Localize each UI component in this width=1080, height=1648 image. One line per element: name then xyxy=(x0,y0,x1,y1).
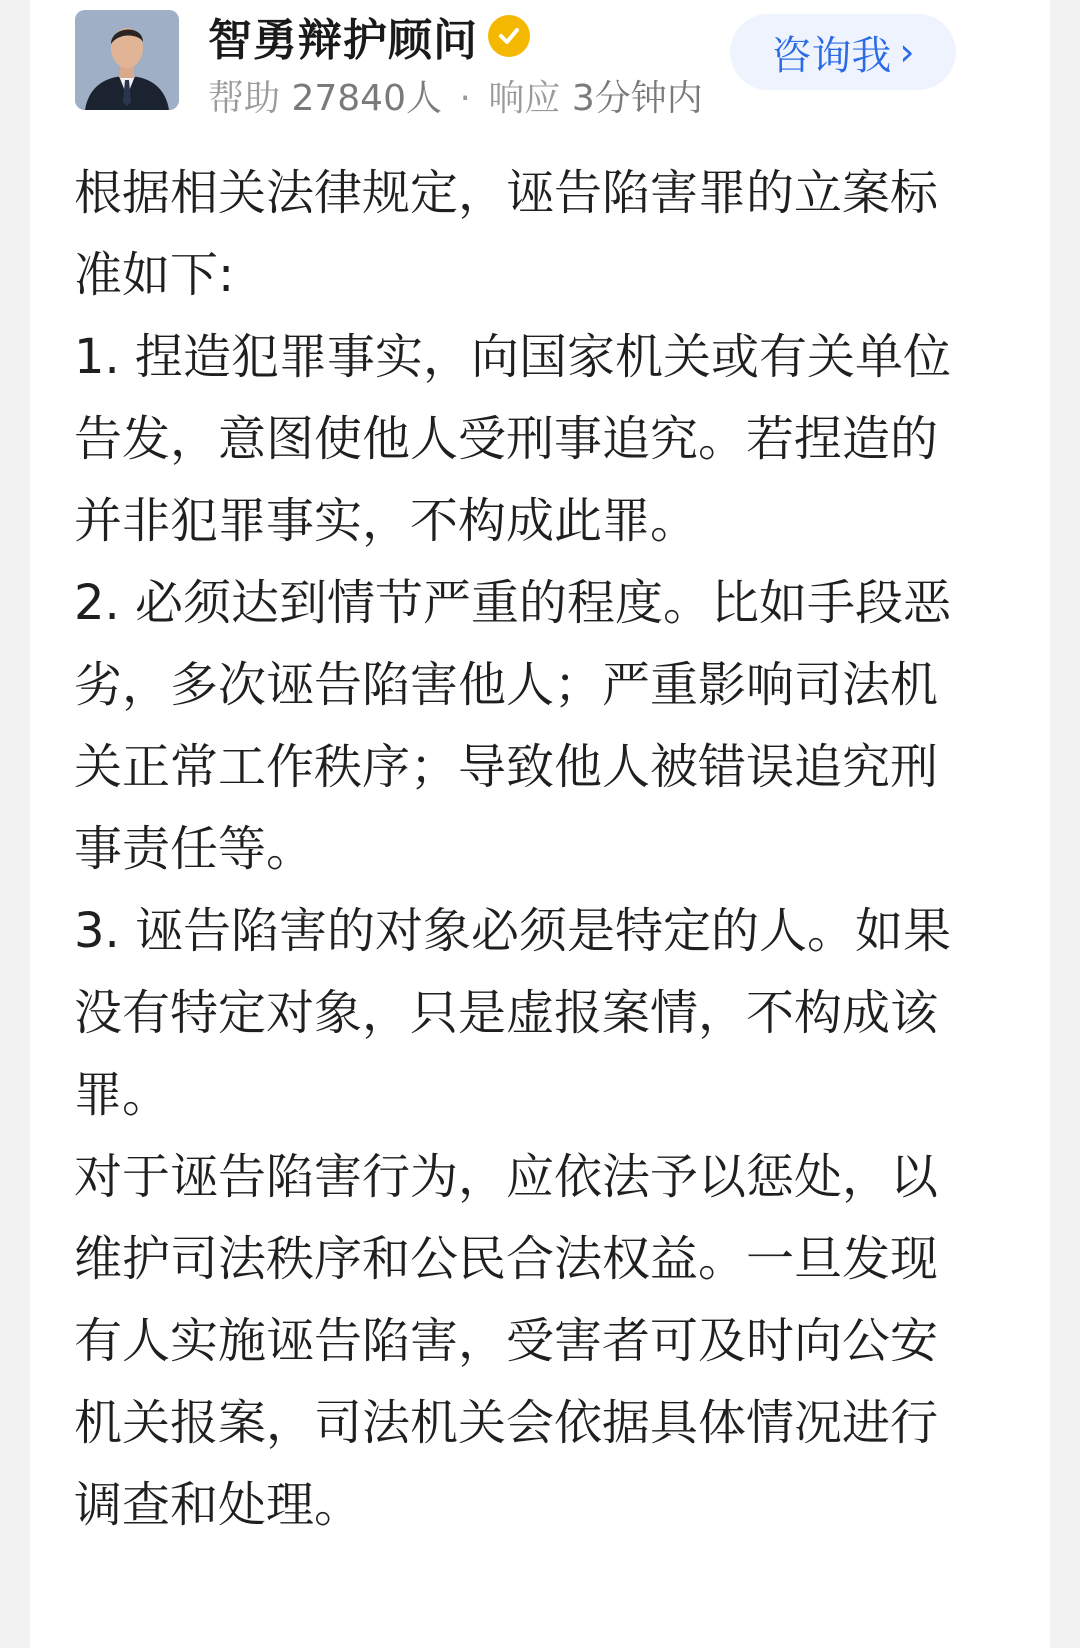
author-stats xyxy=(208,70,703,121)
avatar-portrait xyxy=(75,10,179,110)
help-label: 帮助 xyxy=(208,78,281,119)
answer-intro: 根据相关法律规定，诬告陷害罪的立案标准如下: xyxy=(74,165,939,303)
verified-check-icon xyxy=(488,15,530,57)
answer-conclusion: 对于诬告陷害行为，应依法予以惩处，以维护司法秩序和公民合法权益。一旦发现有人实施诬告陷害，受害者可及时向公安机关报案，司法机关会依据具体情况进行调查和处理。 xyxy=(74,1149,939,1533)
author-name-row xyxy=(208,6,530,66)
answer-point-1: 1. 捏造犯罪事实，向国家机关或有关单位告发，意图使他人受刑事追究。若捏造的并非犯罪事实，不构成此罪。 xyxy=(74,329,952,549)
avatar[interactable] xyxy=(75,10,179,110)
author-header xyxy=(30,0,1050,130)
answer-point-2: 2. 必须达到情节严重的程度。比如手段恶劣，多次诬告陷害他人；严重影响司法机关正常工作秩序；导致他人被错误追究刑事责任等。 xyxy=(74,575,952,877)
answer-body xyxy=(74,152,954,1546)
meta-separator: · xyxy=(459,78,471,119)
consult-button-label: 咨询我 xyxy=(771,32,892,79)
answer-card xyxy=(30,0,1050,1648)
consult-me-button[interactable] xyxy=(730,14,956,90)
author-name[interactable]: 智勇辩护顾问 xyxy=(208,15,478,66)
response-label: 响应 xyxy=(488,78,561,119)
answer-point-3: 3. 诬告陷害的对象必须是特定的人。如果没有特定对象，只是虚报案情，不构成该罪。 xyxy=(74,903,952,1123)
help-count: 27840人 xyxy=(291,78,442,119)
response-time: 3分钟内 xyxy=(571,78,703,119)
chevron-right-icon: › xyxy=(899,30,915,74)
